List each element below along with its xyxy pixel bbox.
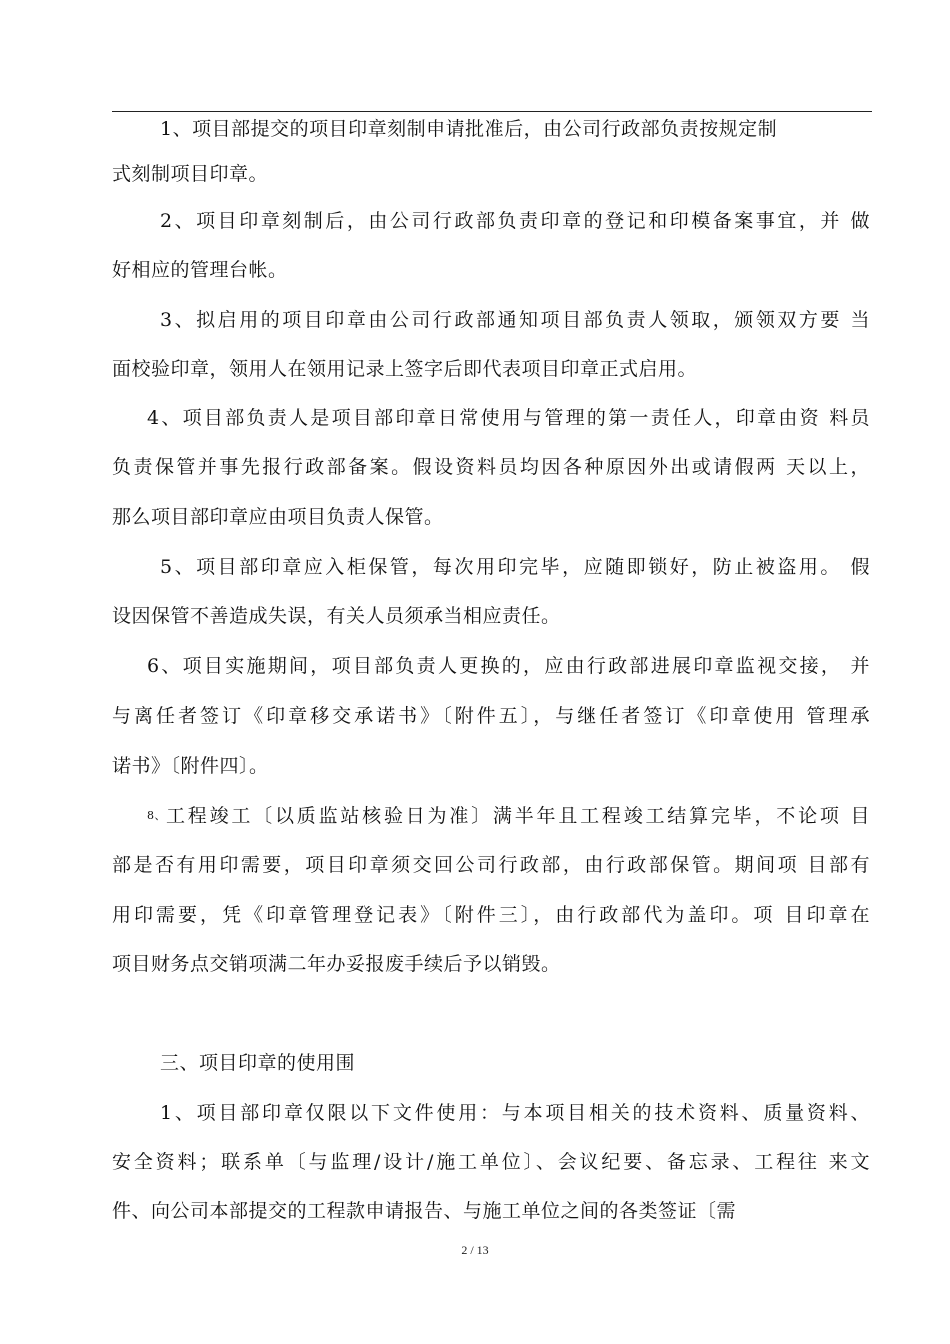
paragraph-4-line-3: 那么项目部印章应由项目负责人保管。	[112, 506, 444, 528]
paragraph-8-line-1	[147, 803, 870, 829]
paragraph-8-line-1-text: 工程竣工〔以质监站核验日为准〕满半年且工程竣工结算完毕，不论项 目	[166, 805, 870, 827]
paragraph-8-line-2: 部是否有用印需要，项目印章须交回公司行政部，由行政部保管。期间项 目部有	[112, 854, 870, 876]
paragraph-6-line-2: 与离任者签订《印章移交承诺书》〔附件五〕，与继任者签订《印章使用 管理承	[112, 705, 870, 727]
page-number: 2 / 13	[461, 1243, 489, 1257]
paragraph-1-line-2: 式刻制项目印章。	[112, 163, 269, 185]
section-paragraph-line-2: 安全资料；联系单〔与监理/设计/施工单位〕、会议纪要、备忘录、工程往 来文	[112, 1151, 870, 1173]
paragraph-8-line-4: 项目财务点交销项满二年办妥报废手续后予以销毁。	[112, 953, 561, 975]
section-paragraph-line-3: 件、向公司本部提交的工程款申请报告、与施工单位之间的各类签证〔需	[112, 1200, 737, 1222]
paragraph-3-line-2: 面校验印章，领用人在领用记录上签字后即代表项目印章正式启用。	[112, 358, 698, 380]
paragraph-6-line-3: 诺书》〔附件四〕。	[112, 755, 269, 777]
paragraph-2-line-1: 2、项目印章刻制后，由公司行政部负责印章的登记和印模备案事宜，并 做	[160, 210, 870, 232]
section-paragraph-line-1: 1、项目部印章仅限以下文件使用：与本项目相关的技术资料、质量资料、	[160, 1102, 870, 1124]
paragraph-8-number: 8、	[147, 809, 166, 822]
paragraph-3-line-1: 3、拟启用的项目印章由公司行政部通知项目部负责人领取，颁领双方要 当	[160, 309, 870, 331]
paragraph-5-line-2: 设因保管不善造成失误，有关人员须承当相应责任。	[112, 605, 561, 627]
paragraph-2-line-2: 好相应的管理台帐。	[112, 259, 288, 281]
section-heading: 三、项目印章的使用围	[160, 1052, 356, 1074]
paragraph-4-line-1: 4、项目部负责人是项目部印章日常使用与管理的第一责任人，印章由资 料员	[147, 407, 870, 429]
paragraph-4-line-2: 负责保管并事先报行政部备案。假设资料员均因各种原因外出或请假两 天以上，	[112, 456, 870, 478]
paragraph-8-line-3: 用印需要，凭《印章管理登记表》〔附件三〕，由行政部代为盖印。项 目印章在	[112, 904, 870, 926]
paragraph-5-line-1: 5、项目部印章应入柜保管，每次用印完毕，应随即锁好，防止被盗用。 假	[160, 556, 870, 578]
paragraph-1-line-1: 1、项目部提交的项目印章刻制申请批准后，由公司行政部负责按规定制	[160, 118, 778, 140]
header-rule	[112, 111, 872, 112]
paragraph-6-line-1: 6、项目实施期间，项目部负责人更换的，应由行政部进展印章监视交接， 并	[147, 655, 870, 677]
